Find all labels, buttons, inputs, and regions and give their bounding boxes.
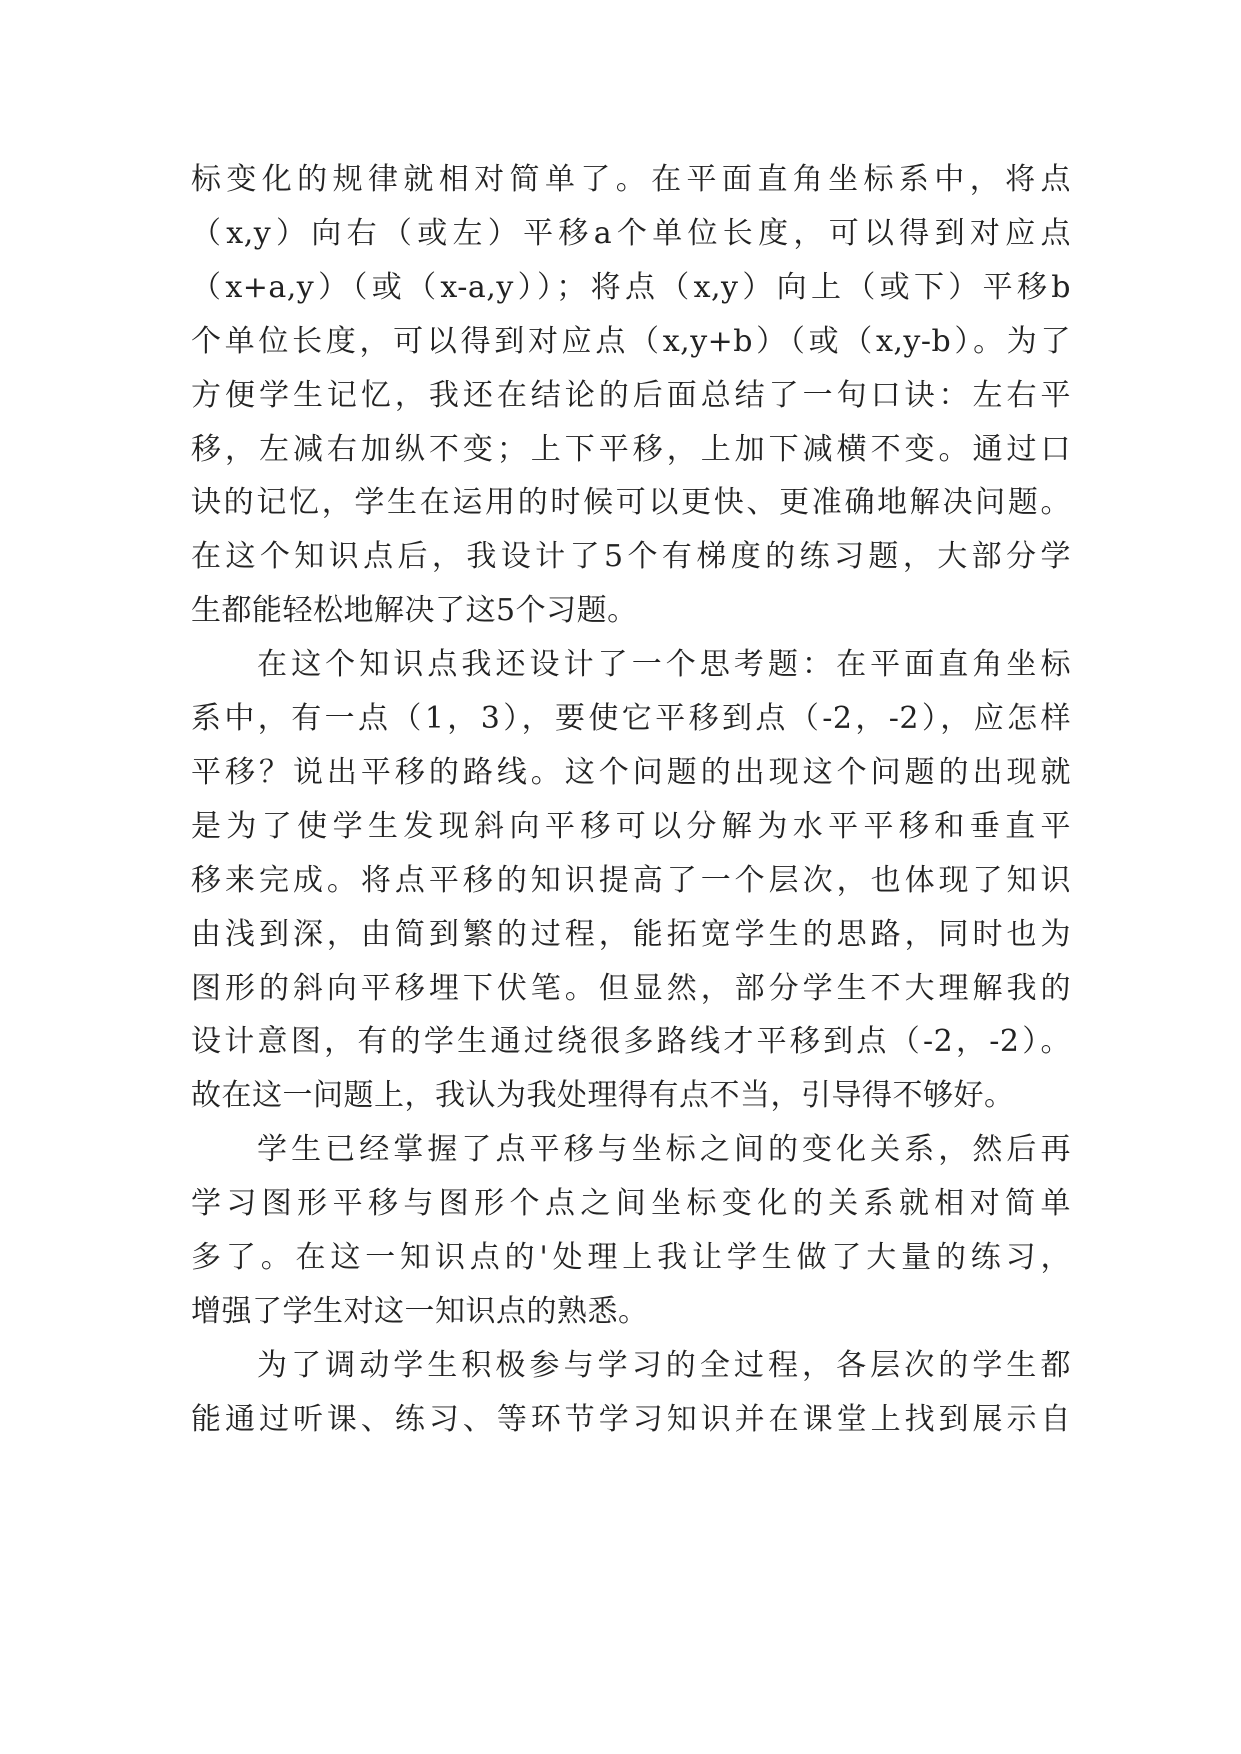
text-line: 方便学生记忆，我还在结论的后面总结了一句口诀：左右平 [191,377,1071,413]
text-line: 设计意图，有的学生通过绕很多路线才平移到点（-2，-2）。 [191,1024,1071,1060]
text-line: 移来完成。将点平移的知识提高了一个层次，也体现了知识 [191,862,1071,898]
text-line: 为了调动学生积极参与学习的全过程，各层次的学生都 [257,1347,1071,1383]
text-line: 图形的斜向平移埋下伏笔。但显然，部分学生不大理解我的 [191,970,1071,1006]
text-line: 个单位长度，可以得到对应点（x,y+b）（或（x,y-b）。为了 [191,323,1071,359]
text-line: 系中，有一点（1，3），要使它平移到点（-2，-2），应怎样 [191,701,1071,736]
text-line: 生都能轻松地解决了这5个习题。 [191,593,638,629]
text-line: 在这个知识点后，我设计了5个有梯度的练习题，大部分学 [191,539,1071,575]
text-line: 多了。在这一知识点的'处理上我让学生做了大量的练习， [191,1240,1071,1275]
text-line: 增强了学生对这一知识点的熟悉。 [191,1293,649,1329]
text-line: 由浅到深，由简到繁的过程，能拓宽学生的思路，同时也为 [191,916,1071,952]
text-line: 是为了使学生发现斜向平移可以分解为水平平移和垂直平 [191,808,1071,844]
text-line: 移，左减右加纵不变；上下平移，上加下减横不变。通过口 [191,431,1071,467]
text-line: 故在这一问题上，我认为我处理得有点不当，引导得不够好。 [191,1078,1015,1114]
text-line: 学生已经掌握了点平移与坐标之间的变化关系，然后再 [257,1132,1071,1168]
text-line: 诀的记忆，学生在运用的时候可以更快、更准确地解决问题。 [191,485,1071,521]
text-line: 标变化的规律就相对简单了。在平面直角坐标系中，将点 [191,162,1071,197]
text-line: （x,y）向右（或左）平移a个单位长度，可以得到对应点 [191,215,1071,251]
text-line: （x+a,y）（或（x-a,y））；将点（x,y）向上（或下）平移b [191,269,1071,305]
text-line: 在这个知识点我还设计了一个思考题：在平面直角坐标 [257,647,1071,683]
text-line: 能通过听课、练习、等环节学习知识并在课堂上找到展示自 [191,1401,1071,1437]
text-line: 平移？说出平移的路线。这个问题的出现这个问题的出现就 [191,754,1071,790]
text-line: 学习图形平移与图形个点之间坐标变化的关系就相对简单 [191,1186,1071,1222]
